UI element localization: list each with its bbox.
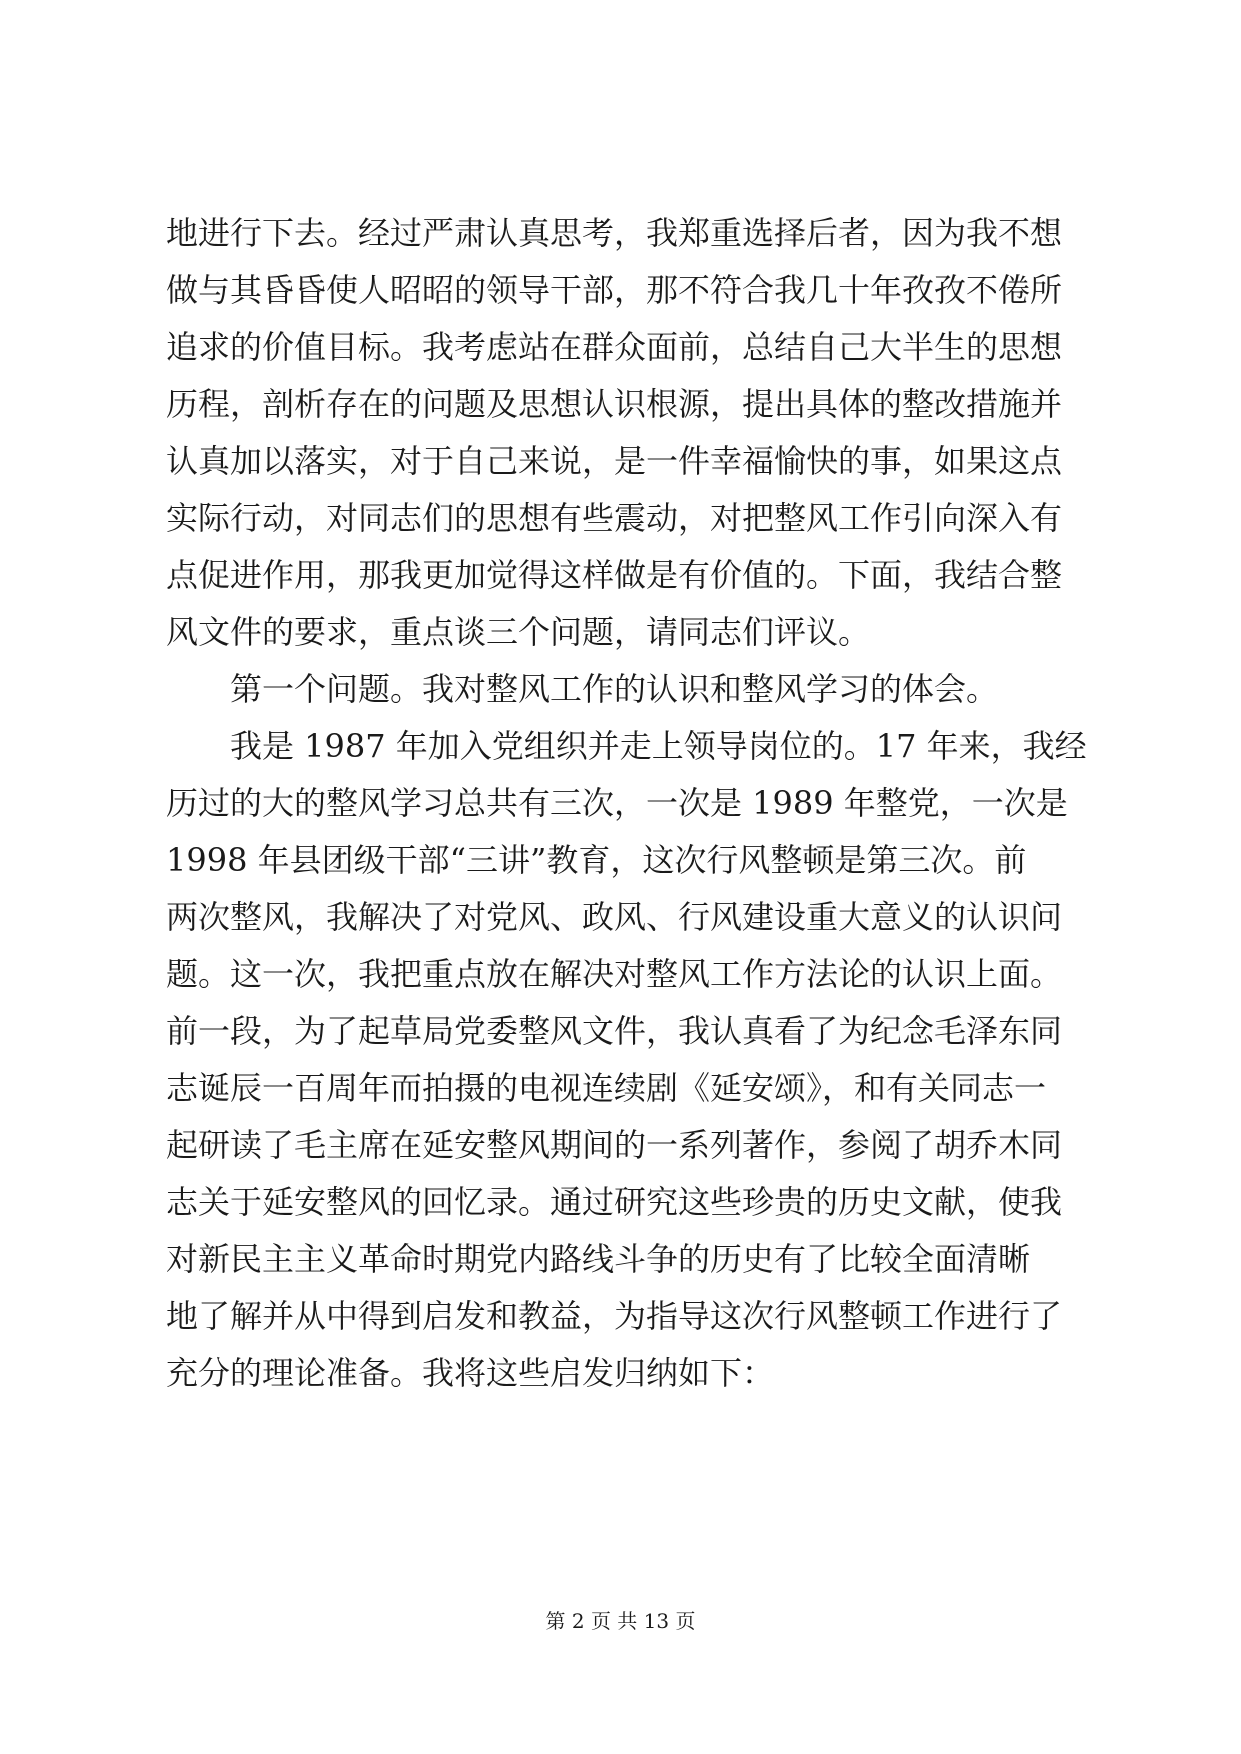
section-heading-line: 第一个问题。我对整风工作的认识和整风学习的体会。 <box>230 670 999 708</box>
body-line: 做与其昏昏使人昭昭的领导干部，那不符合我几十年孜孜不倦所 <box>166 271 1063 309</box>
body-line: 充分的理论准备。我将这些启发归纳如下： <box>166 1354 775 1392</box>
page-number-footer: 第 2 页 共 13 页 <box>545 1609 696 1633</box>
body-line: 起研读了毛主席在延安整风期间的一系列著作，参阅了胡乔木同 <box>166 1126 1063 1164</box>
body-line: 志诞辰一百周年而拍摄的电视连续剧《延安颂》，和有关同志一 <box>166 1069 1047 1107</box>
body-line: 实际行动，对同志们的思想有些震动，对把整风工作引向深入有 <box>166 499 1063 537</box>
body-line: 历过的大的整风学习总共有三次，一次是 1989 年整党，一次是 <box>166 784 1068 822</box>
body-line: 两次整风，我解决了对党风、政风、行风建设重大意义的认识问 <box>166 898 1063 936</box>
body-line: 志关于延安整风的回忆录。通过研究这些珍贵的历史文献，使我 <box>166 1183 1063 1221</box>
body-line: 题。这一次，我把重点放在解决对整风工作方法论的认识上面。 <box>166 955 1063 993</box>
body-line: 前一段，为了起草局党委整风文件，我认真看了为纪念毛泽东同 <box>166 1012 1063 1050</box>
body-line: 1998 年县团级干部“三讲”教育，这次行风整顿是第三次。前 <box>166 841 1027 879</box>
body-line: 历程，剖析存在的问题及思想认识根源，提出具体的整改措施并 <box>166 385 1063 423</box>
body-line: 对新民主主义革命时期党内路线斗争的历史有了比较全面清晰 <box>166 1240 1031 1278</box>
body-line: 我是 1987 年加入党组织并走上领导岗位的。17 年来，我经 <box>230 727 1087 765</box>
body-line: 地了解并从中得到启发和教益，为指导这次行风整顿工作进行了 <box>166 1297 1063 1335</box>
body-line: 风文件的要求，重点谈三个问题，请同志们评议。 <box>166 613 871 651</box>
body-line: 地进行下去。经过严肃认真思考，我郑重选择后者，因为我不想 <box>166 214 1063 252</box>
body-line: 追求的价值目标。我考虑站在群众面前，总结自己大半生的思想 <box>166 328 1063 366</box>
body-line: 认真加以落实，对于自己来说，是一件幸福愉快的事，如果这点 <box>166 442 1063 480</box>
body-line: 点促进作用，那我更加觉得这样做是有价值的。下面，我结合整 <box>166 556 1063 594</box>
